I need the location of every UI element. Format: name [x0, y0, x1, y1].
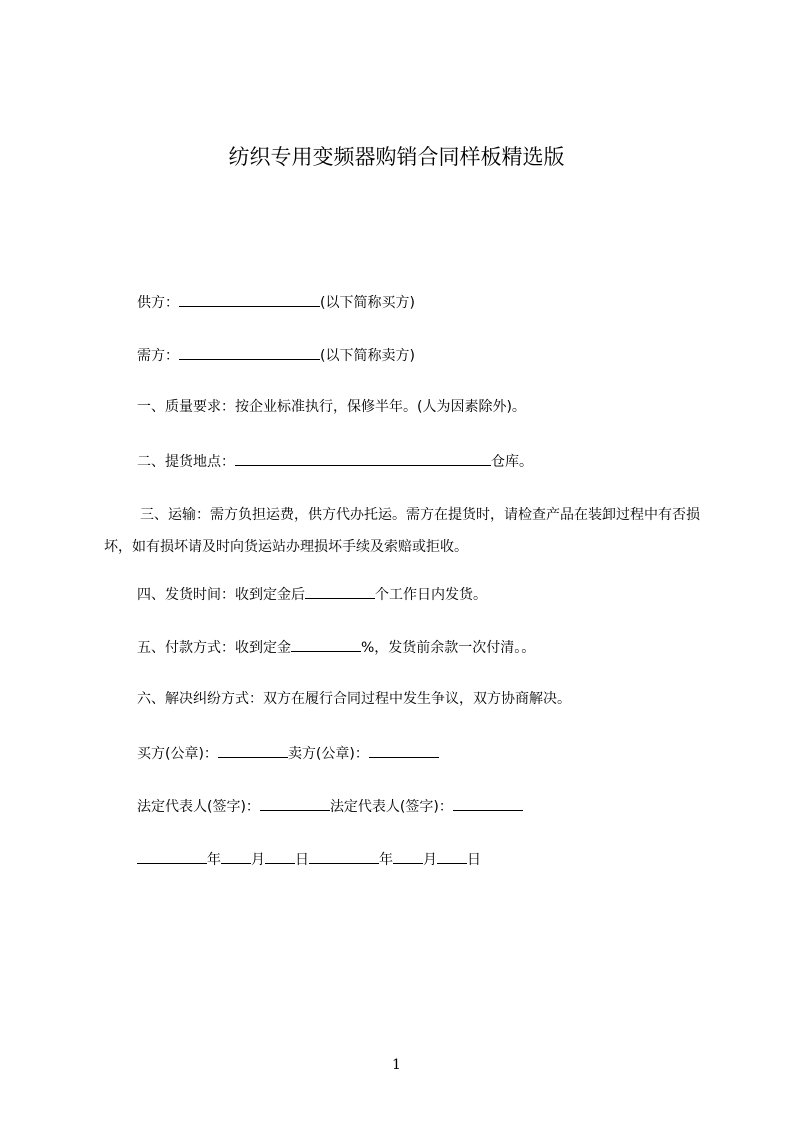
buyer-line [137, 344, 415, 366]
representative-label-2: 法定代表人(签字)： [329, 799, 453, 815]
delivery-prefix: 四、发货时间：收到定金后 [137, 587, 305, 603]
supplier-line [137, 291, 415, 313]
month-blank-1[interactable] [221, 848, 251, 864]
year-blank-2[interactable] [309, 848, 379, 864]
buyer-label: 需方： [137, 348, 179, 364]
seller-seal-label: 卖方(公章)： [287, 746, 369, 762]
buyer-seal-blank[interactable] [218, 742, 288, 758]
quality-clause: 一、质量要求：按企业标准执行，保修半年。(人为因素除外)。 [137, 399, 526, 415]
month-label-2: 月 [423, 852, 437, 868]
representative-signature-blank-1[interactable] [260, 795, 330, 811]
buyer-suffix: (以下简称卖方) [320, 348, 415, 364]
transport-clause: 三、运输：需方负担运费，供方代办托运。需方在提货时，请检查产品在装卸过程中有否损坏，如有损坏请及时向货运站办理损坏手续及索赔或拒收。 [104, 507, 700, 555]
representative-signature-blank-2[interactable] [453, 795, 523, 811]
date-line [137, 848, 481, 870]
seal-line [137, 742, 439, 764]
pickup-clause [137, 450, 533, 472]
pickup-label: 二、提货地点： [137, 454, 235, 470]
year-blank-1[interactable] [137, 848, 207, 864]
day-label-2: 日 [467, 852, 481, 868]
supplier-suffix: (以下简称买方) [320, 295, 415, 311]
pickup-location-blank[interactable] [235, 450, 491, 466]
buyer-seal-label: 买方(公章)： [137, 746, 218, 762]
document-title: 纺织专用变频器购销合同样板精选版 [228, 145, 565, 169]
day-blank-1[interactable] [265, 848, 295, 864]
month-blank-2[interactable] [393, 848, 423, 864]
day-label-1: 日 [295, 852, 309, 868]
payment-prefix: 五、付款方式：收到定金 [137, 640, 291, 656]
pickup-suffix: 仓库。 [491, 454, 533, 470]
supplier-label: 供方： [137, 295, 179, 311]
buyer-name-blank[interactable] [179, 344, 320, 360]
payment-suffix: %，发货前余款一次付清。。 [361, 640, 536, 656]
delivery-suffix: 个工作日内发货。 [375, 587, 487, 603]
day-blank-2[interactable] [437, 848, 467, 864]
payment-clause [137, 636, 535, 658]
delivery-days-blank[interactable] [305, 583, 375, 599]
delivery-clause [137, 583, 487, 605]
page-number: 1 [392, 1057, 401, 1073]
year-label-2: 年 [379, 852, 393, 868]
representative-line [137, 795, 523, 817]
deposit-percent-blank[interactable] [291, 636, 361, 652]
year-label-1: 年 [207, 852, 221, 868]
supplier-name-blank[interactable] [179, 291, 320, 307]
dispute-clause: 六、解决纠纷方式：双方在履行合同过程中发生争议，双方协商解决。 [137, 691, 571, 707]
month-label-1: 月 [251, 852, 265, 868]
seller-seal-blank[interactable] [369, 742, 439, 758]
representative-label-1: 法定代表人(签字)： [137, 799, 260, 815]
